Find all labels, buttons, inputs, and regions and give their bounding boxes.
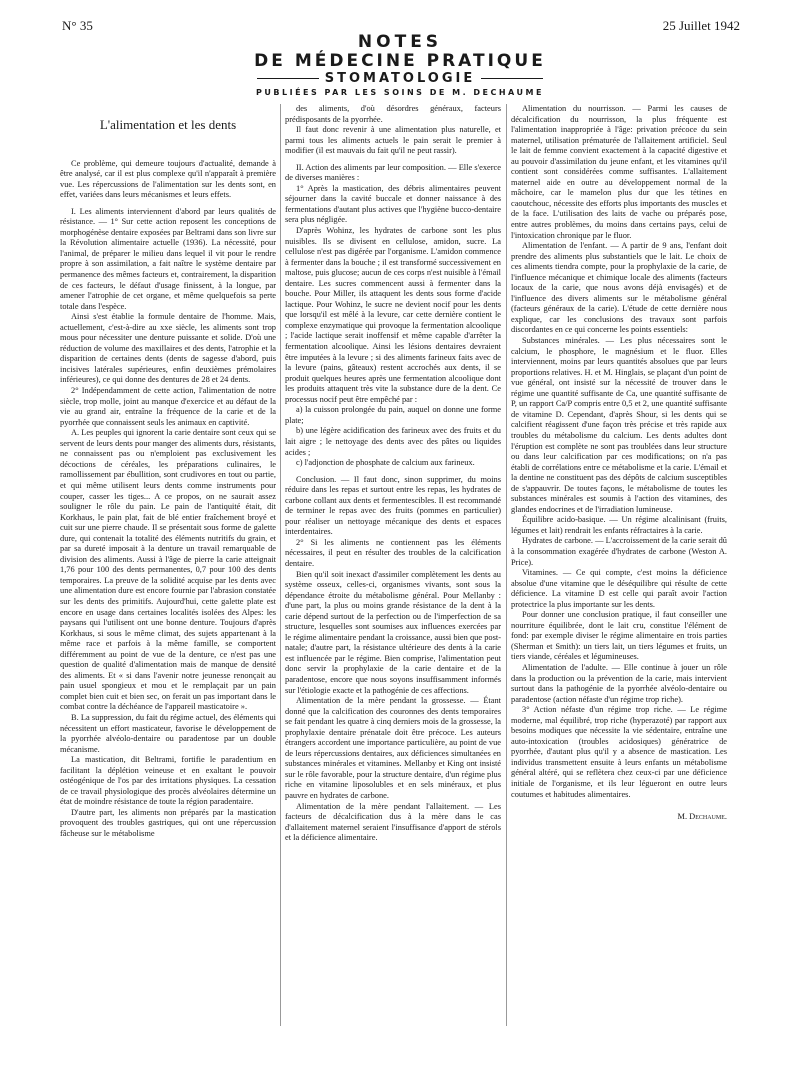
paragraph: B. La suppression, du fait du régime actuel, des éléments qui nécessitent un effort masticateur, favorise le développement de la pyorrhée alvéolo-dentaire ou paradentose par un double mécanisme. <box>60 712 276 754</box>
paragraph: Bien qu'il soit inexact d'assimiler complètement les dents au système osseux, celles-ci, organismes vivants, sont sous la dépendance étroite du métabolisme général. Pour Mellanby : d'une part, la plus ou moins grande résistance de la dent à la carie dépend surtout de la perfection ou de l'imperfection de sa structure, lesquelles sont soumises aux influences exercées par le régime alimentaire pendant la croissance, aussi bien que post-natale; d'autre part, la résistance ultérieure des dents à la carie est influencée par le régime. Bien comprise, l'alimentation peut donc servir la prophylaxie de la carie dentaire et de la paradentose, encore que nous soyons insuffisamment informés sur l'étiologie exacte et la pathogénie de ces affections. <box>285 569 501 695</box>
paragraph: Alimentation de l'enfant. — A partir de 9 ans, l'enfant doit prendre des aliments plus substantiels que le lait. Le choix de ces aliments tiendra compte, pour la prophylaxie de la carie, de l'influence mécanique et chimique locale des aliments (facteurs locaux de la carie, que nous avons déjà envisagés) et de l'influence des divers aliments sur le métabolisme général (facteurs généraux de la carie). L'étude de cette dernière nous explique, car les conclusions des travaux sont parfois discordantes en ce qui concerne les points essentiels: <box>511 241 727 335</box>
paragraph: Il faut donc revenir à une alimentation plus naturelle, et parmi tous les aliments actuels le pain serait le premier à modifier (il est mauvais du fait qu'il ne peut rassir). <box>285 125 501 156</box>
paragraph: La mastication, dit Beltrami, fortifie le paradentium en facilitant la déplétion veineuse et en exaltant le pouvoir ostéogénique de l'os par des irritations physiques. La cessation de ce travail physiologique des procès alvéolaires détermine un état de moindre résistance de toute la région paradentaire. <box>60 755 276 807</box>
paragraph: b) une légère acidification des farineux avec des fruits et du lait aigre ; le nettoyage des dents avec des pâtes ou liquides acides ; <box>285 426 501 457</box>
paragraph: Conclusion. — Il faut donc, sinon supprimer, du moins réduire dans les repas et surtout entre les repas, les hydrates de carbone collant aux dents et fermentescibles. Il est recommandé de terminer le repas avec des fruits (pommes en particulier) pour réaliser un nettoyage mécanique des dents et espaces interdentaires. <box>285 474 501 537</box>
rule-left <box>257 78 319 79</box>
paragraph: II. Action des aliments par leur composition. — Elle s'exerce de diverses manières : <box>285 162 501 183</box>
paragraph: Alimentation de la mère pendant l'allaitement. — Les facteurs de décalcification dus à la mère dans le cas d'allaitement maternel seraient l'insuffisance d'apport de stérols et la déficience alimentaire. <box>285 801 501 843</box>
paragraph: A. Les peuples qui ignorent la carie dentaire sont ceux qui se servent de leurs dents pour manger des aliments durs, résistants, ne connaissent pas ou n'emploient pas exclusivement les décoctions de céréales, les préparations culinaires, le ramollissement par ébullition, sont crudivores en tout ou partie, et qui même utilisent leurs dents comme instruments pour couper, casser les tiges... A ce propos, on ne saurait assez souligner le rôle du pain. Le pain de l'antiquité était, dit Korkhaus, le pain plat, fait de blé entier fraîchement broyé et cuit sur une pierre chaude. Il se présentait sous forme de galette dure, qui contenait la totalité des éléments nutritifs du grain, et par sa dureté imposait à la denture un travail remarquable de division des aliments. Aussi à l'âge de pierre la carie atteignait 1,76 pour 100 des dents permanentes, 0,7 pour 100 des dents temporaires. La preuve de la solidité acquise par les dents avec une alimentation dure est encore fournie par l'abrasion constatée sur les dents des primitifs. Aujourd'hui, cette galette plate est encore en usage dans certaines localités isolées des Alpes: les paysans qui l'utilisent ont une bonne denture. Toujours d'après Korkhaus, si sous le même climat, des sujets appartenant à la même race et parfois à la même famille, se comportent différemment au point de vue de la denture, ce n'est pas une question de qualité d'alimentation mais de manque de densité des aliments. Et « si dans l'avenir notre jeunesse renonçait au pain usuel spongieux et mou et le remplaçait par un pain complet bien cuit et bien sec, on ferait un pas important dans le combat contre la déchéance de l'appareil masticatoire ». <box>60 428 276 712</box>
masthead <box>0 34 800 97</box>
paragraph: des aliments, d'où désordres généraux, facteurs prédisposants de la pyorrhée. <box>285 104 501 124</box>
column-divider <box>280 104 281 1026</box>
column-2 <box>285 104 501 1044</box>
paragraph: Ainsi s'est établie la formule dentaire de l'homme. Mais, actuellement, c'est-à-dire au xxe siècle, les aliments sont trop mous pour nécessiter une denture puissante et solide. D'où une réduction de volume des maxillaires et des dents, l'atrophie et la disparition de certaines dents (dents de sagesse d'abord, puis incisives latérales supérieures, enfin deuxièmes prémolaires inférieures), ce qui donne des dentures de 28 et 24 dents. <box>60 312 276 385</box>
issue-number: N° 35 <box>62 18 93 33</box>
masthead-medecine: DE MÉDECINE PRATIQUE <box>254 51 546 71</box>
article-body <box>60 104 742 1044</box>
paragraph: D'après Wohinz, les hydrates de carbone sont les plus nuisibles. Ils se divisent en cellulose, amidon, sucre. La cellulose n'est pas digérée par l'organisme. L'amidon commence à fermenter dans la bouche ; il est transformé successivement en maltose, puis glucose; aucun de ces corps n'est nuisible à l'émail dentaire. Les sucres commencent aussi à fermenter dans la bouche. Pour Miller, ils attaquent les dents sous forme d'acide lactique. Pour Wohinz, le sucre ne devient nocif pour les dents que lorsqu'il est mêlé à la levure, car cette dernière contient le complexe enzymatique qui provoque la fermentation alcoolique ; l'acide lactique serait inoffensif et même capable d'arrêter la fermentation alcoolique. Ainsi les lésions dentaires devraient être imputées à la levure ; si des aliments farineux faits avec de la levure (pains, gâteaux) restent accrochés aux dents, il se produit quelques heures après une fermentation alcoolique dont les produits attaquent très vite la substance dure de la dent. Ce processus nocif peut être empêché par : <box>285 226 501 404</box>
paragraph: Hydrates de carbone. — L'accroissement de la carie serait dû à la consommation exagérée d'hydrates de carbone (Weston A. Price). <box>511 536 727 567</box>
masthead-publisher: PUBLIÉES PAR LES SOINS DE M. DECHAUME <box>256 88 544 97</box>
paragraph: 1° Après la mastication, des débris alimentaires peuvent séjourner dans la cavité buccale et donner naissance à des fermentations d'autant plus actives que l'hygiène bucco-dentaire sera plus négligée. <box>285 183 501 225</box>
paragraph: c) l'adjonction de phosphate de calcium aux farineux. <box>296 458 475 468</box>
paragraph: Équilibre acido-basique. — Un régime alcalinisant (fruits, légumes et lait) rendrait les enfants réfractaires à la carie. <box>511 515 727 535</box>
issue-date: 25 Juillet 1942 <box>662 18 740 33</box>
paragraph: 2° Si les aliments ne contiennent pas les éléments nécessaires, il peut en résulter des troubles de la calcification dentaire. <box>285 537 501 568</box>
paragraph: I. Les aliments interviennent d'abord par leurs qualités de résistance. — 1° Sur cette action reposent les conceptions de morphogénèse dentaire exposées par Beltrami dans son livre sur la Révolution alimentaire actuelle (1936). La nécessité, pour l'animal, de préparer le milieu dans lequel il vit pour le rendre propre à son assimilation, a fait naître le système dentaire par permanence des mêmes facteurs et, contrairement, la disparition de ces facteurs, le défaut d'usage finissent, à la longue, par amener l'atrophie de cet organe, et même quelquefois sa perte totale dans l'espèce. <box>60 206 276 311</box>
column-divider <box>506 104 507 1026</box>
rule-right <box>481 78 543 79</box>
paragraph: Pour donner une conclusion pratique, il faut conseiller une nourriture équilibrée, dont le lait cru, constitue l'élément de fond: par exemple diviser le régime alimentaire en trois parties (Sherman et Smith): un tiers lait, un tiers légumes et fruits, un tiers viande, céréales et légumineuses. <box>511 610 727 662</box>
author-signature: M. Dechaume. <box>677 812 727 822</box>
paragraph: a) la cuisson prolongée du pain, auquel on donne une forme plate; <box>285 405 501 425</box>
paragraph: 3° Action néfaste d'un régime trop riche. — Le régime moderne, mal équilibré, trop riche (hyperazoté) par rapport aux besoins modiques que nécessite la vie sédentaire, entraîne une auto-intoxication (troubles acidosiques) génératrice de pyorrhée, d'autant plus qu'il y a absence de mastication. Les individus transmettent ensuite à leurs enfants un métabolisme général altéré, qui se reflètera chez ceux-ci par une déficience initiale de l'organisme, et ils leur légueront en outre leurs coutumes et habitudes alimentaires. <box>511 705 727 799</box>
paragraph: Alimentation de l'adulte. — Elle continue à jouer un rôle dans la production ou la prévention de la carie, mais intervient surtout dans la pathogénie de la pyorrhée alvéolo-dentaire ou paradentose (action néfaste d'un régime trop riche). <box>511 662 727 704</box>
paragraph: D'autre part, les aliments non préparés par la mastication provoquent des troubles gastriques, qui ont une répercussion fâcheuse sur le métabolisme <box>60 807 276 838</box>
masthead-notes: NOTES <box>357 32 443 52</box>
paragraph: Alimentation de la mère pendant la grossesse. — Étant donné que la calcification des couronnes des dents temporaires se fait pendant les quatre à cinq derniers mois de la grossesse, la prophylaxie dentaire prénatale doit être précoce. Les auteurs étrangers accordent une importance particulière, au point de vue de leurs répercussions dentaires, aux déficiences simultanées en substances minérales et vitamines. Mellanby et King ont insisté sur le rôle favorable, pour la structure dentaire, d'un régime plus riche en vitamine liposolubles et en sels minéraux, et plus pauvre en hydrates de carbone. <box>285 696 501 800</box>
paragraph: 2° Indépendamment de cette action, l'alimentation de notre siècle, trop molle, joint au manque d'exercice et au défaut de la vie au grand air, entraîne la fréquence de la carie et de la pyorrhée que connaissent seuls les animaux en captivité. <box>60 386 276 427</box>
column-3 <box>511 104 727 1044</box>
paragraph: Vitamines. — Ce qui compte, c'est moins la déficience absolue d'une vitamine que le déséquilibre qui résulte de cette déficience. La vitamine D est celle qui paraît avoir l'action protectrice la plus importante sur les dents. <box>511 568 727 609</box>
paragraph: Alimentation du nourrisson. — Parmi les causes de décalcification du nourrisson, la plus fréquente est l'alimentation inappropriée à l'âge: privation précoce du sein maternel, utilisation prématurée de l'allaitement artificiel. Seul le lait de femme convient exactement à la capacité digestive et au pouvoir d'assimilation du jeune enfant, et les vitamines qu'il contient sont considérées comme suffisantes. L'allaitement maternel aide en outre au développement normal de la mâchoire, car le mamelon plus dur que les tétines en caoutchouc, nécessite des efforts plus importants des muscles et de la face. L'utilisation des laits de vache ou préparés pose, entre autres problèmes, du moins dans certains pays, celui de l'intoxication chronique par le fluor. <box>511 104 727 240</box>
column-1 <box>60 104 276 1044</box>
page-header <box>0 0 800 108</box>
article-title: L'alimentation et les dents <box>99 117 237 132</box>
paragraph: Substances minérales. — Les plus nécessaires sont le calcium, le phosphore, le magnésium et le fluor. Elles interviennent, moins par leurs quantités absolues que par leurs proportions relatives. H. et M. Hinglais, se plaçant d'un point de vue général, ont insisté sur la nécessité de trouver dans le régime une quantité suffisante de Ca, une quantité suffisante de P, un rapport Ca/P compris entre 0,5 et 2, une quantité suffisante de vitamine D. Cependant, d'après Shour, si les dents qui se calcifient réagissent d'une façon très précise et très rapide aux troubles du métabolisme du calcium. Les dents adultes dont l'éruption est complète ne sont pas troublées dans leur structure ou dans leur calcification par ces modifications; on n'a pas établi de corrélations entre ce métabolisme et la carie. L'émail et la dentine ne constituent pas des dépôts de calcium susceptibles de s'appauvrir. De toutes façons, le métabolisme de toutes les substances minérales est soumis à l'action des vitamines, des glandes endocrines et de l'irradiation lumineuse. <box>511 336 727 514</box>
masthead-stomatologie: STOMATOLOGIE <box>324 71 476 86</box>
masthead-section-row <box>0 72 800 85</box>
paragraph: Ce problème, qui demeure toujours d'actualité, demande à être analysé, car il est plus complexe qu'il n'apparaît à première vue. Les répercussions de l'alimentation sur les dents sont, en effet, variées dans leurs mécanismes et leurs effets. <box>60 158 276 200</box>
